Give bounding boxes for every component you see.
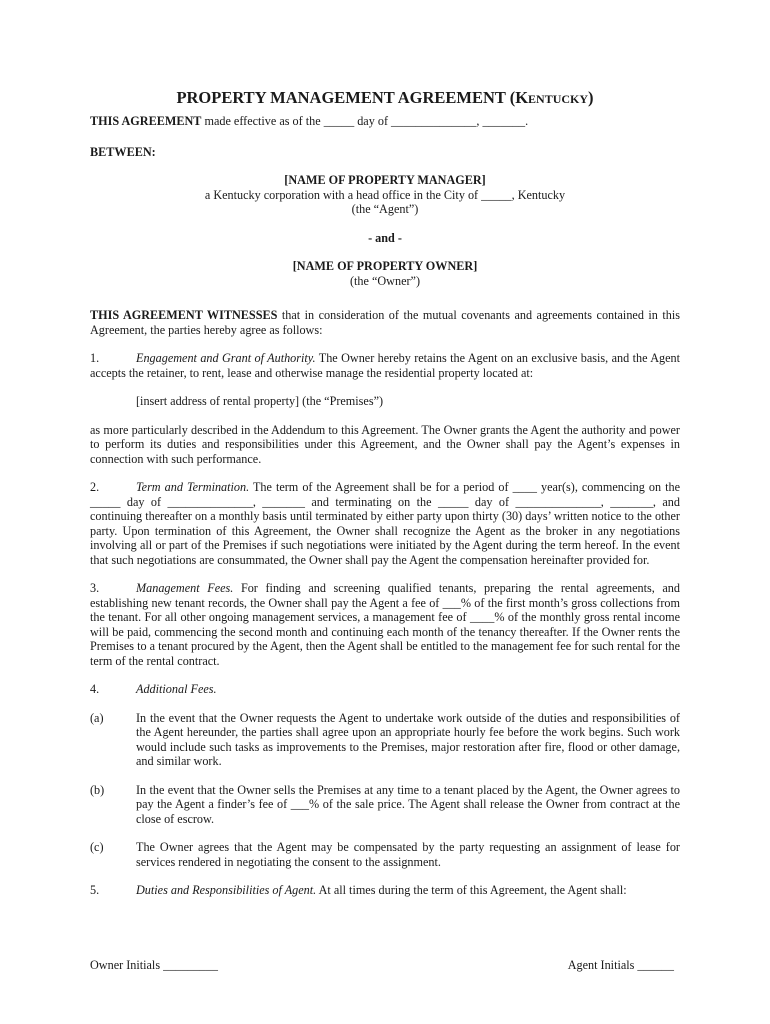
section-4a-text: In the event that the Owner requests the Agent to undertake work outside of the duties and responsibilities of the Agent hereunder, the parties shall agree upon an appropriate hourly fee before the work begins. Such work would include such tasks as improvements to the Premises, major restoration after fire, flood or other damage, and similar work.: [136, 710, 680, 768]
manager-description: a Kentucky corporation with a head office in the City of _____, Kentucky: [204, 187, 566, 202]
section-2: [90, 480, 680, 567]
section-1-text: The Owner hereby retains the Agent on an exclusive basis, and the Agent accepts the retainer, to rent, lease and otherwise manage the residential property located at:: [90, 351, 680, 380]
section-5: [90, 883, 680, 898]
section-1-number: 1.: [90, 351, 100, 365]
effective-date-line: [90, 114, 680, 129]
section-2-number: 2.: [90, 480, 100, 494]
section-5-number: 5.: [90, 883, 100, 897]
section-4b: [90, 783, 680, 827]
section-5-heading: Duties and Responsibilities of Agent.: [136, 883, 317, 897]
section-1-address: [insert address of rental property] (the “Premises”): [136, 394, 384, 408]
section-4c-text: The Owner agrees that the Agent may be compensated by the party requesting an assignment of lease for services rendered in negotiating the consent to the assignment.: [136, 840, 680, 869]
witness-bold: THIS AGREEMENT WITNESSES: [90, 308, 278, 322]
section-3-heading: Management Fees.: [136, 581, 234, 595]
section-1: [90, 351, 680, 380]
section-4b-label: (b): [90, 782, 105, 797]
and-separator: - and -: [368, 230, 402, 245]
witness-rest: that in consideration of the mutual covenants and agreements contained in this Agreement, the parties hereby agree as follows:: [90, 308, 681, 337]
effective-rest: made effective as of the _____ day of ______________, _______.: [201, 114, 529, 128]
page-footer: [90, 958, 674, 973]
manager-name: [NAME OF PROPERTY MANAGER]: [284, 173, 486, 187]
section-4: [90, 682, 680, 697]
title-main: PROPERTY MANAGEMENT AGREEMENT (: [176, 88, 516, 107]
section-3: [90, 581, 680, 668]
witness-paragraph: [90, 308, 680, 337]
between-label: BETWEEN:: [90, 144, 156, 159]
document-page: [90, 88, 680, 898]
owner-initials: Owner Initials _________: [90, 958, 218, 972]
section-4b-text: In the event that the Owner sells the Premises at any time to a tenant placed by the Agent, the Owner agrees to pay the Agent a finder’s fee of ___% of the sale price. The Agent shall release the Owner from contract at the close of escrow.: [136, 782, 680, 826]
section-3-number: 3.: [90, 581, 100, 595]
title-close: ): [588, 88, 594, 107]
section-3-text: For finding and screening qualified tenants, preparing the rental agreements, and establishing new tenant records, the Owner shall pay the Agent a fee of ___% of the first month’s gross collections from the tenant. For all other ongoing management services, a management fee of ____% of the monthly gross rental income will be paid, commencing the second month and continuing each month of the tenancy thereafter. If the Owner rents the Premises to a tenant procured by the Agent, then the Agent shall be entitled to the management fee for such rental for the term of the rental contract.: [90, 581, 680, 668]
section-1-heading: Engagement and Grant of Authority.: [136, 351, 316, 365]
section-4-heading: Additional Fees.: [136, 682, 217, 696]
owner-alias: (the “Owner”): [349, 273, 421, 288]
section-4c-label: (c): [90, 840, 104, 854]
manager-alias: (the “Agent”): [351, 202, 419, 216]
document-title: [90, 88, 680, 108]
section-2-heading: Term and Termination.: [136, 480, 250, 494]
section-4a: [90, 711, 680, 769]
section-5-text: At all times during the term of this Agreement, the Agent shall:: [316, 883, 627, 897]
section-4-number: 4.: [90, 682, 100, 696]
section-1-continuation: as more particularly described in the Addendum to this Agreement. The Owner grants the Agent the authority and power to perform its duties and responsibilities under this Agreement, and the Owner shall pay the Agent’s expenses in connection with such performance.: [90, 422, 680, 466]
section-4c: [90, 840, 680, 869]
title-state: Kentucky: [515, 88, 589, 107]
section-2-text: The term of the Agreement shall be for a period of ____ year(s), commencing on the _____ day of ______________, _______ and terminating on the _____ day of ______________, _______, and continuing thereafter on a monthly basis until terminated by either party upon thirty (30) days’ written notice to the other party. Upon termination of this Agreement, the Owner shall recognize the Agent as the broker in any negotiations involving all or part of the Premises if such negotiations were initiated by the Agent during the term hereof. In the event that such negotiations are consummated, the Owner shall pay the Agent the compensation hereinafter provided for.: [90, 480, 680, 567]
owner-name: [NAME OF PROPERTY OWNER]: [292, 259, 478, 273]
section-4a-label: (a): [90, 710, 104, 725]
effective-bold: THIS AGREEMENT: [90, 114, 202, 128]
agent-initials: Agent Initials ______: [567, 958, 674, 972]
